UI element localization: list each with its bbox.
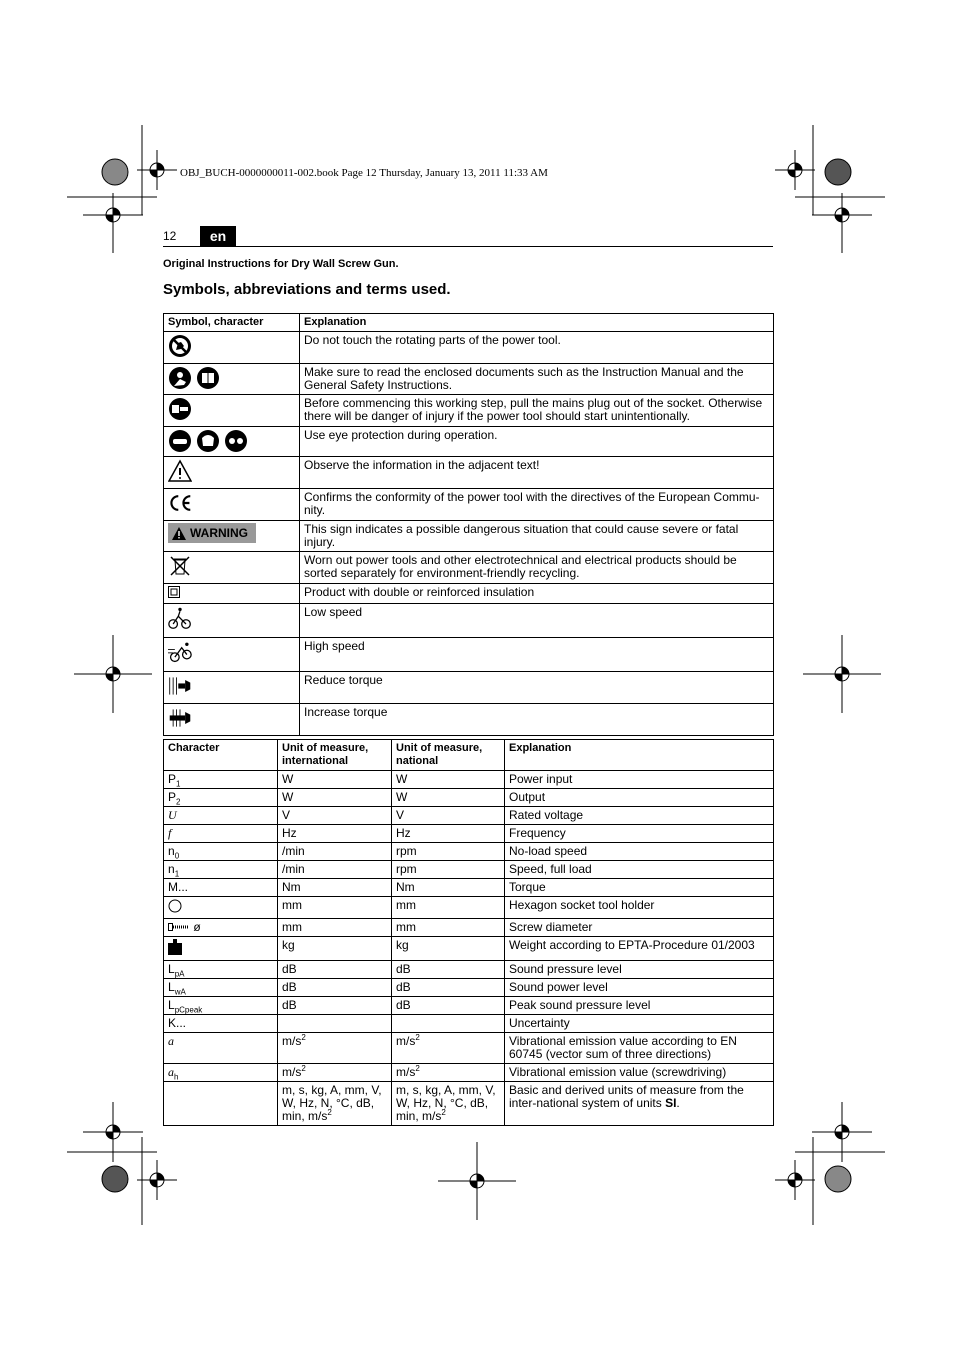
unit-superscript: 2 [301,1033,306,1042]
explanation-cell: Speed, full load [505,861,774,879]
table-row [164,979,774,997]
unplug-icon [168,397,192,421]
book-icon [196,366,220,390]
table-row [164,395,774,427]
table-row [164,332,774,364]
unit-national-cell: rpm [392,861,505,879]
col-header-symbol: Symbol, character [164,314,300,332]
explanation-cell: Do not touch the rotating parts of the power tool. [300,332,774,364]
symbols-table [163,313,774,736]
character-cell [164,979,278,997]
table-row [164,672,774,704]
unit-international-cell: m, s, kg, A, mm, V, W, Hz, N, °C, dB, min, $m/s^2$ [278,1082,392,1126]
unit-national-cell: W [392,771,505,789]
table-row [164,1082,774,1126]
table-row [164,552,774,584]
table-row [164,825,774,843]
low-speed-icon [168,606,192,630]
table-row [164,638,774,672]
character-cell [164,1015,278,1033]
explanation-cell: Basic and derived units of measure from the inter-national system of units SI. [505,1082,774,1126]
explanation-cell: Torque [505,879,774,897]
table-row [164,961,774,979]
goggles-icon [168,429,192,453]
table-row [164,1033,774,1064]
read-manual-icon [168,366,192,390]
character-label: ø [193,920,201,934]
unit-national-cell: kg [392,937,505,961]
explanation-cell: Product with double or reinforced insulation [300,584,774,604]
unit-international-cell: W [278,771,392,789]
character-label: L [168,962,175,976]
unit-superscript: 2 [415,1033,420,1042]
character-label: U [168,808,177,822]
unit-international-cell [278,1015,392,1033]
warning-triangle-icon [168,459,192,483]
unit-national-cell: dB [392,979,505,997]
warning-label-icon [168,523,256,543]
explanation-cell: Use eye protection during operation. [300,427,774,457]
unit-national-cell: W [392,789,505,807]
high-speed-icon [168,640,192,664]
weight-icon [168,939,182,955]
face-shield-icon [196,429,220,453]
unit-international-cell: $m/s^2$ [278,1033,392,1064]
character-subscript: 2 [176,797,181,807]
table-row [164,427,774,457]
table-row [164,489,774,521]
unit-national-cell: dB [392,961,505,979]
character-cell [164,897,278,919]
ce-mark-icon [168,491,192,515]
explanation-cell: Reduce torque [300,672,774,704]
character-cell [164,879,278,897]
table-row [164,771,774,789]
explanation-cell: Observe the information in the adjacent text! [300,457,774,489]
no-touch-icon [168,334,192,358]
character-label: P [168,772,177,786]
unit-international-cell: /min [278,861,392,879]
col-header-intl: Unit of measure, international [278,740,392,771]
explanation-cell: No-load speed [505,843,774,861]
table-row [164,937,774,961]
col-header-character: Character [164,740,278,771]
explanation-cell: Make sure to read the enclosed documents such as the Instruction Manual and the General Safety Instructions. [300,364,774,395]
unit-international-cell: dB [278,979,392,997]
unit-international-cell: Hz [278,825,392,843]
unit-national-cell: V [392,807,505,825]
character-label: L [168,980,175,994]
explanation-cell: Low speed [300,604,774,638]
character-subscript: wA [174,987,186,997]
unit-national-cell: $m/s^2$ [392,1033,505,1064]
hexagon-icon [168,899,182,913]
character-cell [164,997,278,1015]
character-label: M... [168,880,188,894]
character-label: K... [168,1016,187,1030]
character-subscript: h [174,1072,179,1082]
explanation-cell: Rated voltage [505,807,774,825]
explanation-cell: Frequency [505,825,774,843]
explanation-cell: Hexagon socket tool holder [505,897,774,919]
unit-national-cell: dB [392,997,505,1015]
table-row [164,879,774,897]
si-label: SI [665,1096,677,1110]
page-number: 12 [163,229,177,243]
table-row [164,919,774,937]
unit-international-cell: dB [278,961,392,979]
table-row [164,457,774,489]
unit-national-cell: mm [392,897,505,919]
character-label: a [168,1065,174,1079]
units-header-row [164,740,774,771]
unit-superscript: 2 [415,1064,420,1073]
unit-international-cell: V [278,807,392,825]
unit-international-cell: dB [278,997,392,1015]
explanation-cell: High speed [300,638,774,672]
crossed-bin-icon [168,554,192,578]
explanation-cell: Sound pressure level [505,961,774,979]
explanation-cell: Weight according to EPTA-Procedure 01/2003 [505,937,774,961]
explanation-cell: Power input [505,771,774,789]
unit-national-cell: $m/s^2$ [392,1064,505,1082]
character-label: n [168,862,175,876]
character-cell [164,919,278,937]
character-cell [164,1033,278,1064]
unit-national-cell: Hz [392,825,505,843]
table-row [164,1064,774,1082]
explanation-cell: Uncertainty [505,1015,774,1033]
col-header-natl: Unit of measure, national [392,740,505,771]
glasses-icon [224,429,248,453]
character-cell [164,807,278,825]
col-header-explanation: Explanation [300,314,774,332]
character-label: n [168,844,175,858]
unit-international-cell: mm [278,897,392,919]
symbols-header-row [164,314,774,332]
character-cell [164,937,278,961]
character-cell [164,789,278,807]
table-row [164,897,774,919]
character-cell [164,1082,278,1126]
explanation-cell: Sound power level [505,979,774,997]
table-row [164,997,774,1015]
unit-superscript: 2 [441,1108,446,1117]
language-badge: en [200,226,236,246]
character-cell [164,843,278,861]
unit-international-cell: Nm [278,879,392,897]
character-label: a [168,1034,174,1048]
table-row [164,789,774,807]
explanation-cell: Vibrational emission value (screwdriving) [505,1064,774,1082]
character-subscript: 1 [174,869,180,879]
explanation-cell: Increase torque [300,704,774,736]
unit-national-cell: mm [392,919,505,937]
character-label: P [168,790,177,804]
unit-international-cell: W [278,789,392,807]
explanation-cell: Confirms the conformity of the power tool with the directives of the European Commu-nity. [300,489,774,521]
header-rule [163,246,773,247]
table-row [164,521,774,552]
unit-national-cell: Nm [392,879,505,897]
section-title: Symbols, abbreviations and terms used. [163,281,451,298]
explanation-cell: Output [505,789,774,807]
table-row [164,584,774,604]
unit-national-cell: rpm [392,843,505,861]
table-row [164,843,774,861]
character-subscript: pA [174,969,185,979]
character-label: f [168,826,172,840]
explanation-cell: Worn out power tools and other electrotechnical and electrical products should be sorted separately for environment-friendly recycling. [300,552,774,584]
screw-icon [168,923,190,931]
explanation-cell: Peak sound pressure level [505,997,774,1015]
double-insulation-icon [168,586,180,598]
unit-national-cell: m, s, kg, A, mm, V, W, Hz, N, °C, dB, min, $m/s^2$ [392,1082,505,1126]
character-cell [164,861,278,879]
unit-superscript: 2 [301,1064,306,1073]
table-row [164,604,774,638]
character-subscript: 1 [176,779,181,789]
units-table [163,739,774,1126]
increase-torque-icon [168,706,192,730]
character-subscript: pCpeak [174,1005,203,1015]
table-row [164,364,774,395]
character-label: L [168,998,175,1012]
col-header-explanation: Explanation [505,740,774,771]
table-row [164,1015,774,1033]
character-cell [164,1064,278,1082]
character-cell [164,771,278,789]
unit-international-cell: mm [278,919,392,937]
unit-international-cell: /min [278,843,392,861]
explanation-cell: Vibrational emission value according to EN 60745 (vector sum of three directions) [505,1033,774,1064]
warning-label-text: WARNING [190,525,248,540]
character-cell [164,825,278,843]
character-cell [164,961,278,979]
reduce-torque-icon [168,674,192,698]
explanation-cell: This sign indicates a possible dangerous situation that could cause severe or fatal injury. [300,521,774,552]
unit-international-cell: $m/s^2$ [278,1064,392,1082]
unit-national-cell [392,1015,505,1033]
document-subtitle: Original Instructions for Dry Wall Screw Gun. [163,258,399,270]
character-subscript: 0 [174,851,180,861]
unit-international-cell: kg [278,937,392,961]
explanation-cell: Before commencing this working step, pull the mains plug out of the socket. Otherwise there will be danger of injury if the power tool should start unintentionally. [300,395,774,427]
book-info-line: OBJ_BUCH-0000000011-002.book Page 12 Thursday, January 13, 2011 11:33 AM [180,167,548,179]
table-row [164,807,774,825]
table-row [164,704,774,736]
explanation-cell: Screw diameter [505,919,774,937]
table-row [164,861,774,879]
unit-superscript: 2 [327,1108,332,1117]
